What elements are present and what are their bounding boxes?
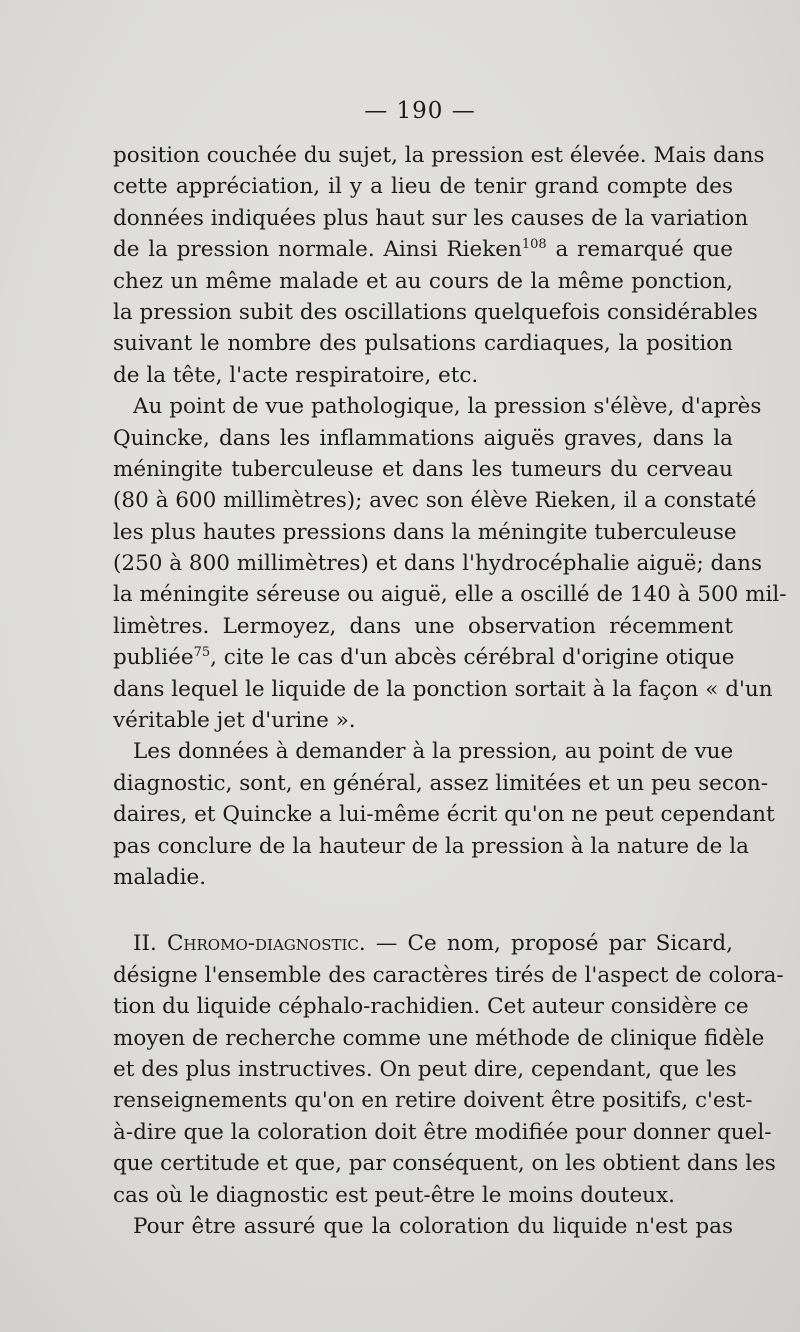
text-line: maladie. xyxy=(113,864,207,890)
text-line: dans lequel le liquide de la ponction sortait à la façon « d'un xyxy=(113,676,773,702)
text-line: à-dire que la coloration doit être modifiée pour donner quel- xyxy=(113,1119,772,1145)
text-line: diagnostic, sont, en général, assez limitées et un peu secon- xyxy=(113,770,768,796)
text-line: de la tête, l'acte respiratoire, etc. xyxy=(113,362,479,388)
paragraph xyxy=(113,140,765,391)
text-line: Au point de vue pathologique, la pression s'élève, d'après xyxy=(133,394,762,420)
text-line: renseignements qu'on en retire doivent être positifs, c'est- xyxy=(113,1088,753,1114)
text-line: suivant le nombre des pulsations cardiaques, la position xyxy=(113,331,733,357)
text-line: (80 à 600 millimètres); avec son élève Rieken, il a constaté xyxy=(113,488,757,514)
text-line: désigne l'ensemble des caractères tirés de l'aspect de colora- xyxy=(113,962,784,988)
text-line: pas conclure de la hauteur de la pression à la nature de la xyxy=(113,833,749,859)
reference-number: 108 xyxy=(521,237,547,253)
text-line: la méningite séreuse ou aiguë, elle a oscillé de 140 à 500 mil- xyxy=(113,582,787,608)
text-line: Pour être assuré que la coloration du liquide n'est pas xyxy=(133,1213,733,1239)
text-line: méningite tuberculeuse et dans les tumeurs du cerveau xyxy=(113,456,733,482)
text-line: cette appréciation, il y a lieu de tenir grand compte des xyxy=(113,174,733,200)
text-line: moyen de recherche comme une méthode de clinique fidèle xyxy=(113,1025,765,1051)
paragraph xyxy=(113,1211,733,1242)
text-line: et des plus instructives. On peut dire, cependant, que les xyxy=(113,1056,737,1082)
text-line: position couchée du sujet, la pression est élevée. Mais dans xyxy=(113,143,765,168)
text-line: publiée$^{75}$, cite le cas d'un abcès cérébral d'origine otique xyxy=(113,645,735,671)
text-line: de la pression normale. Ainsi Rieken$^{108}$ a remarqué que xyxy=(113,237,733,263)
body-text xyxy=(113,140,787,1242)
reference-number: 75 xyxy=(193,645,211,661)
section-heading: Chromo-diagnostic. xyxy=(166,931,366,957)
section-gap xyxy=(113,893,733,928)
paragraph xyxy=(113,928,784,1211)
text-line: Quincke, dans les inflammations aiguës graves, dans la xyxy=(113,425,733,451)
text-line: tion du liquide céphalo-rachidien. Cet auteur considère ce xyxy=(113,994,749,1020)
text-line: limètres. Lermoyez, dans une observation récemment xyxy=(113,613,733,639)
text-line: (250 à 800 millimètres) et dans l'hydrocéphalie aiguë; dans xyxy=(113,551,763,577)
text-line: données indiquées plus haut sur les causes de la variation xyxy=(113,205,749,231)
paragraph xyxy=(113,736,775,893)
text-line: Les données à demander à la pression, au point de vue xyxy=(133,739,734,765)
text-line: daires, et Quincke a lui-même écrit qu'on ne peut cependant xyxy=(113,802,775,828)
text-line: véritable jet d'urine ». xyxy=(113,708,356,734)
paragraph xyxy=(113,391,787,736)
text-line: II. Chromo-diagnostic. — Ce nom, proposé par Sicard, xyxy=(133,931,734,957)
text-line: chez un même malade et au cours de la même ponction, xyxy=(113,268,733,294)
page-number: — 190 — xyxy=(364,98,476,124)
text-line: que certitude et que, par conséquent, on les obtient dans les xyxy=(113,1151,776,1177)
text-line: les plus hautes pressions dans la méningite tuberculeuse xyxy=(113,519,737,545)
text-line: la pression subit des oscillations quelquefois considérables xyxy=(113,299,758,325)
text-line: cas où le diagnostic est peut-être le moins douteux. xyxy=(113,1182,675,1208)
